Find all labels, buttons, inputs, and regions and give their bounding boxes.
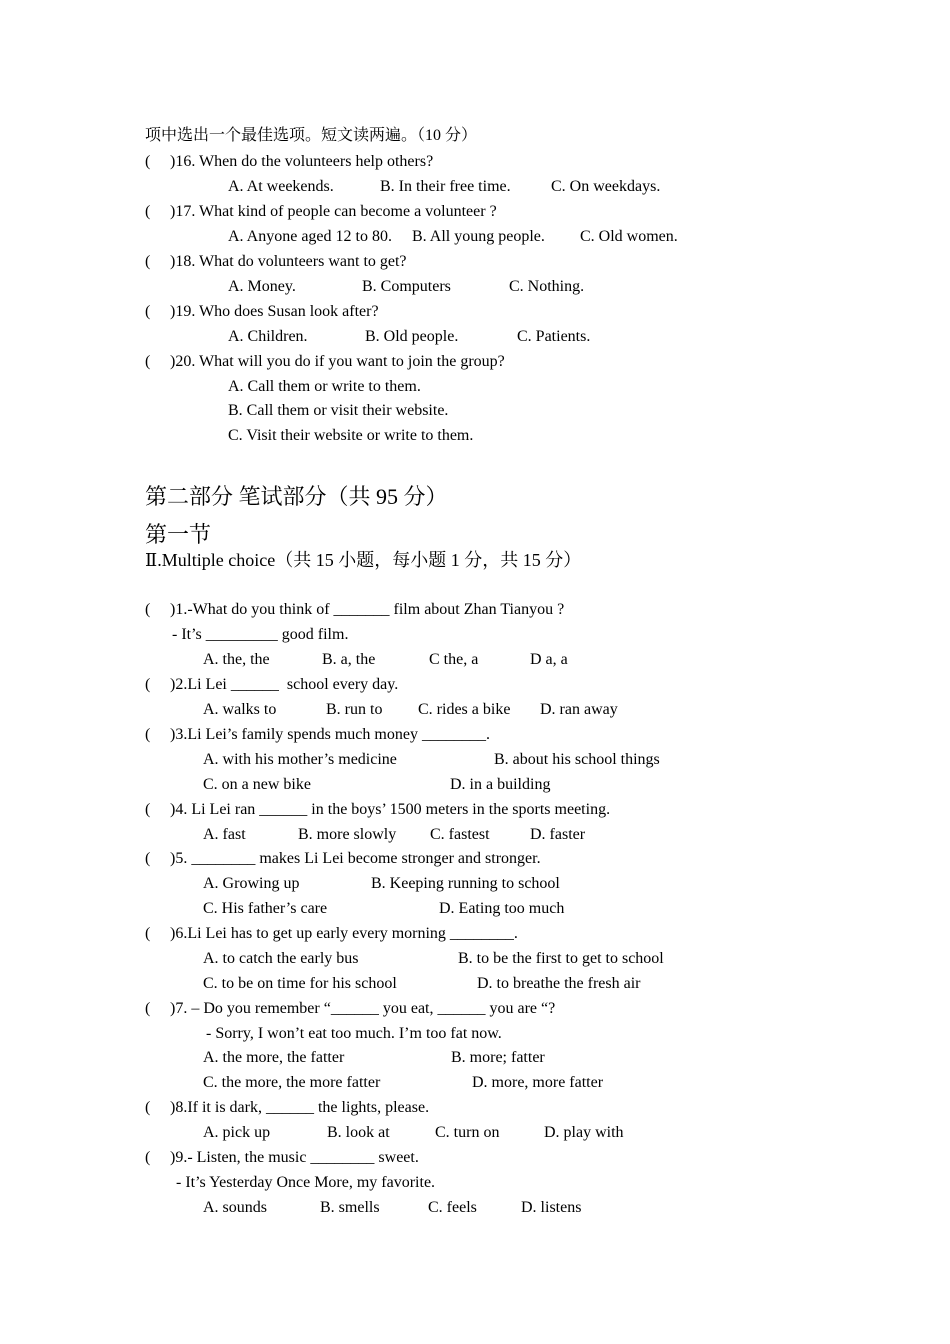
- option-b: B. Old people.: [365, 328, 459, 345]
- option-c: C the, a: [429, 651, 479, 668]
- option-c: C. the more, the more fatter: [203, 1074, 381, 1091]
- question-stem: )2.Li Lei ______ school every day.: [170, 676, 399, 693]
- option-d: D. listens: [521, 1199, 582, 1216]
- answer-bracket: (: [145, 601, 151, 618]
- answer-bracket: (: [145, 253, 151, 270]
- option-b: B. In their free time.: [380, 178, 511, 195]
- option-a: A. At weekends.: [228, 178, 334, 195]
- option-b: B. run to: [326, 701, 383, 718]
- option-c: C. turn on: [435, 1124, 500, 1141]
- question-stem: )4. Li Lei ran ______ in the boys’ 1500 meters in the sports meeting.: [170, 801, 611, 818]
- option-b: B. Computers: [362, 278, 451, 295]
- section-title: 第一节: [145, 522, 212, 547]
- option-d: D. in a building: [450, 776, 551, 793]
- option-a: A. the more, the fatter: [203, 1049, 345, 1066]
- dialogue-reply: - It’s _________ good film.: [172, 626, 349, 643]
- option-b: B. smells: [320, 1199, 380, 1216]
- option-c: C. Patients.: [517, 328, 591, 345]
- option-a: A. pick up: [203, 1124, 271, 1141]
- option-c: C. to be on time for his school: [203, 975, 397, 992]
- option-a: A. Children.: [228, 328, 308, 345]
- option-b: B. to be the first to get to school: [458, 950, 664, 967]
- option-a: A. Growing up: [203, 875, 300, 892]
- option-b: B. Call them or visit their website.: [228, 402, 449, 419]
- option-d: D. faster: [530, 826, 586, 843]
- answer-bracket: (: [145, 1149, 151, 1166]
- option-d: D. to breathe the fresh air: [477, 975, 641, 992]
- dialogue-reply: - Sorry, I won’t eat too much. I’m too fat now.: [202, 1025, 502, 1042]
- option-b: B. more; fatter: [451, 1049, 545, 1066]
- answer-bracket: (: [145, 1099, 151, 1116]
- answer-bracket: (: [145, 801, 151, 818]
- question-stem: )20. What will you do if you want to join the group?: [170, 353, 505, 370]
- option-c: C. His father’s care: [203, 900, 328, 917]
- option-a: A. walks to: [203, 701, 277, 718]
- answer-bracket: (: [145, 353, 151, 370]
- dialogue-reply: - It’s Yesterday Once More, my favorite.: [176, 1174, 436, 1191]
- option-b: B. a, the: [322, 651, 376, 668]
- answer-bracket: (: [145, 153, 151, 170]
- option-a: A. Call them or write to them.: [228, 378, 421, 395]
- option-d: D. play with: [544, 1124, 624, 1141]
- answer-bracket: (: [145, 1000, 151, 1017]
- question-stem: )6.Li Lei has to get up early every morning ________.: [170, 925, 518, 942]
- question-stem: )16. When do the volunteers help others?: [170, 153, 434, 170]
- option-c: C. fastest: [430, 826, 490, 843]
- question-stem: )17. What kind of people can become a volunteer ?: [170, 203, 497, 220]
- option-a: A. fast: [203, 826, 246, 843]
- answer-bracket: (: [145, 676, 151, 693]
- question-stem: )3.Li Lei’s family spends much money ________.: [170, 726, 490, 743]
- option-c: C. Visit their website or write to them.: [228, 427, 474, 444]
- option-d: D. ran away: [540, 701, 618, 718]
- option-d: D a, a: [530, 651, 568, 668]
- answer-bracket: (: [145, 303, 151, 320]
- option-b: B. look at: [327, 1124, 390, 1141]
- answer-bracket: (: [145, 203, 151, 220]
- option-d: D. Eating too much: [439, 900, 565, 917]
- question-stem: )9.- Listen, the music ________ sweet.: [170, 1149, 419, 1166]
- option-b: B. Keeping running to school: [371, 875, 560, 892]
- option-c: C. On weekdays.: [551, 178, 661, 195]
- question-stem: )18. What do volunteers want to get?: [170, 253, 407, 270]
- option-a: A. sounds: [203, 1199, 268, 1216]
- option-c: C. on a new bike: [203, 776, 311, 793]
- option-d: D. more, more fatter: [472, 1074, 604, 1091]
- answer-bracket: (: [145, 726, 151, 743]
- option-c: C. feels: [428, 1199, 477, 1216]
- option-a: A. Money.: [228, 278, 296, 295]
- section-heading: Ⅱ.Multiple choice（共 15 小题，每小题 1 分，共 15 分）: [145, 550, 582, 570]
- option-b: B. All young people.: [412, 228, 545, 245]
- section-intro: 项中选出一个最佳选项。短文读两遍。（10 分）: [145, 127, 478, 144]
- option-b: B. more slowly: [298, 826, 397, 843]
- question-stem: )1.-What do you think of _______ film about Zhan Tianyou ?: [170, 601, 565, 618]
- question-stem: )5. ________ makes Li Lei become stronger and stronger.: [170, 850, 541, 867]
- answer-bracket: (: [145, 925, 151, 942]
- option-a: A. Anyone aged 12 to 80.: [228, 228, 392, 245]
- option-c: C. Old women.: [580, 228, 678, 245]
- option-a: A. the, the: [203, 651, 270, 668]
- option-a: A. with his mother’s medicine: [203, 751, 397, 768]
- part-title: 第二部分 笔试部分（共 95 分）: [145, 484, 448, 509]
- answer-bracket: (: [145, 850, 151, 867]
- option-c: C. Nothing.: [509, 278, 585, 295]
- question-stem: )7. – Do you remember “______ you eat, ______ you are “?: [170, 1000, 556, 1017]
- question-stem: )8.If it is dark, ______ the lights, please.: [170, 1099, 430, 1116]
- option-b: B. about his school things: [494, 751, 660, 768]
- option-a: A. to catch the early bus: [203, 950, 359, 967]
- option-c: C. rides a bike: [418, 701, 511, 718]
- question-stem: )19. Who does Susan look after?: [170, 303, 379, 320]
